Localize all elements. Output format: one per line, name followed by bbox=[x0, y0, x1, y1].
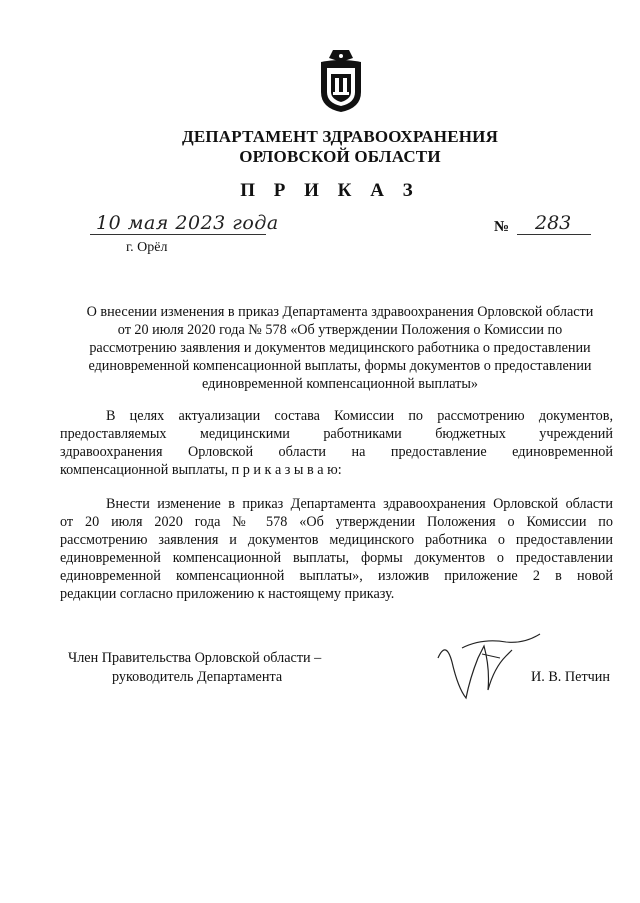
paragraph-line: предоставляемых медицинскими работниками бюджетных учреждений bbox=[60, 426, 613, 442]
title-line: единовременной компенсационной выплаты, формы документов о предоставлении bbox=[88, 358, 592, 374]
city-label: г. Орёл bbox=[126, 240, 168, 255]
date-underline bbox=[90, 234, 266, 235]
number-underline bbox=[517, 234, 591, 235]
position-line: Член Правительства Орловской области – bbox=[68, 650, 322, 666]
paragraph-line: от 20 июля 2020 года № 578 «Об утверждении Положения о Комиссии по bbox=[60, 514, 613, 530]
order-paragraph bbox=[60, 495, 613, 603]
title-line: от 20 июля 2020 года № 578 «Об утверждении Положения о Комиссии по bbox=[117, 322, 563, 338]
position-line: руководитель Департамента bbox=[112, 669, 283, 685]
paragraph-line: Внести изменение в приказ Департамента здравоохранения Орловской области bbox=[106, 496, 613, 512]
number-sign: № bbox=[494, 219, 510, 235]
paragraph-line: здравоохранения Орловской области на предоставление единовременной bbox=[60, 444, 613, 460]
order-title bbox=[60, 303, 620, 393]
signatory-name: И. В. Петчин bbox=[531, 669, 610, 685]
department-name-line2: ОРЛОВСКОЙ ОБЛАСТИ bbox=[239, 147, 441, 166]
department-name-line1: ДЕПАРТАМЕНТ ЗДРАВООХРАНЕНИЯ bbox=[181, 127, 499, 146]
signatory-position bbox=[68, 649, 321, 687]
document-type-heading: П Р И К А З bbox=[240, 180, 420, 201]
preamble-paragraph bbox=[60, 407, 613, 479]
title-line: единовременной компенсационной выплаты» bbox=[202, 376, 478, 392]
title-line: рассмотрению заявления и документов медицинского работника о предоставлении bbox=[89, 340, 591, 356]
paragraph-line: редакции согласно приложению к настоящему приказу. bbox=[60, 586, 395, 602]
handwritten-signature bbox=[432, 628, 548, 702]
handwritten-date: 10 мая 2023 года bbox=[96, 212, 279, 234]
paragraph-line: единовременной компенсационной выплаты», изложив приложение 2 в новой bbox=[60, 568, 613, 584]
title-line: О внесении изменения в приказ Департамента здравоохранения Орловской области bbox=[86, 304, 594, 320]
paragraph-line: рассмотрению заявления и документов медицинского работника о предоставлении bbox=[60, 532, 613, 548]
handwritten-number: 283 bbox=[535, 212, 572, 234]
paragraph-line: В целях актуализации состава Комиссии по рассмотрению документов, bbox=[106, 408, 613, 424]
paragraph-line: компенсационной выплаты, п р и к а з ы в а ю: bbox=[60, 462, 342, 478]
coat-of-arms-icon bbox=[313, 48, 369, 114]
paragraph-line: единовременной компенсационной выплаты, формы документов о предоставлении bbox=[60, 550, 613, 566]
